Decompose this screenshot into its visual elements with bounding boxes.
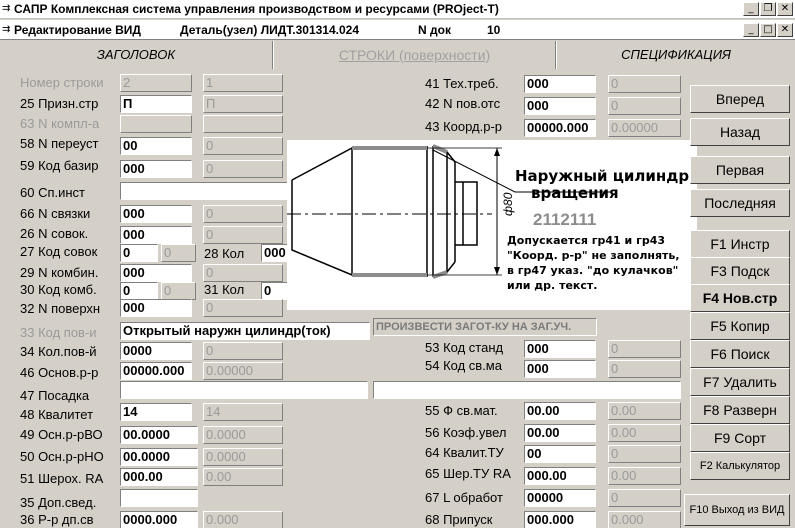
field-56-label: 56 Коэф.увел (425, 425, 507, 440)
f5-copy-button[interactable]: F5 Копир (690, 312, 790, 340)
field-64-label: 64 Квалит.ТУ (425, 445, 504, 460)
field-54-input[interactable]: 000 (524, 360, 596, 378)
field-29-prev: 0 (203, 264, 283, 282)
field-53-input[interactable]: 000 (524, 340, 596, 358)
field-68-prev: 0.000 (608, 511, 681, 528)
document-bar (0, 20, 795, 40)
doc-close-icon[interactable]: ✕ (777, 23, 793, 37)
restore-icon[interactable]: ❐ (760, 2, 776, 16)
field-59-label: 59 Код базир (20, 158, 99, 173)
field-51-input[interactable]: 000.00 (120, 468, 198, 486)
field-33-input[interactable]: Открытый наружн цилиндр(ток) (120, 322, 370, 340)
field-46-input[interactable]: 00000.000 (120, 362, 192, 380)
sketch-title: Наружный цилиндр (515, 167, 690, 185)
note-line: Допускается гр41 и гр43 (507, 234, 666, 247)
sketch-subtitle: вращения (531, 184, 619, 202)
field-35-label: 35 Доп.свед. (20, 495, 97, 510)
field-27-label: 27 Код совок (20, 244, 98, 259)
field-27-input[interactable]: 0 (120, 244, 158, 262)
row-number-field: 2 (120, 74, 192, 92)
close-icon[interactable]: ✕ (777, 2, 793, 16)
field-50-prev: 0.0000 (203, 448, 283, 466)
field-25-label: 25 Призн.стр (20, 96, 99, 111)
field-63-label: 63 N компл-а (20, 116, 100, 131)
field-59-input[interactable]: 000 (120, 160, 192, 178)
field-49-label: 49 Осн.р-рВО (20, 427, 103, 442)
app-icon[interactable]: ⇉ (2, 3, 11, 14)
field-29-input[interactable]: 000 (120, 264, 192, 282)
field-54-label: 54 Код св.ма (425, 358, 502, 373)
mode-label: Редактирование ВИД (14, 23, 141, 37)
tab-specification[interactable]: СПЕЦИФИКАЦИЯ (556, 41, 795, 69)
field-26-input[interactable]: 000 (120, 226, 192, 244)
field-31-input[interactable]: 0 (261, 282, 291, 300)
field-36-prev: 0.000 (203, 511, 283, 528)
field-36-input[interactable]: 0000.000 (120, 511, 198, 528)
field-30-prev: 0 (161, 282, 196, 300)
doc-icon[interactable]: ⇉ (2, 24, 11, 35)
field-26-prev: 0 (203, 226, 283, 244)
tab-bar (0, 41, 795, 69)
f10-exit-button[interactable]: F10 Выход из ВИД (684, 494, 790, 526)
field-43-input[interactable]: 00000.000 (524, 119, 596, 137)
field-55-prev: 0.00 (608, 402, 681, 420)
field-28-label: 28 Кол (204, 246, 245, 261)
field-58-label: 58 N переуст (20, 136, 99, 151)
note-line: в гр47 указ. "до кулачков" (507, 264, 679, 277)
doc-number-value: 10 (487, 23, 501, 37)
field-46-label: 46 Основ.р-р (20, 365, 99, 380)
field-67-prev: 0 (608, 489, 681, 507)
field-64-prev: 0 (608, 445, 681, 463)
field-41-label: 41 Тех.треб. (425, 76, 499, 91)
field-56-prev: 0.00 (608, 424, 681, 442)
field-32-input[interactable]: 000 (120, 299, 192, 317)
forward-button[interactable]: Вперед (690, 85, 790, 113)
field-25-input[interactable]: П (120, 95, 192, 113)
field-53-label: 53 Код станд (425, 340, 504, 355)
field-43-prev: 0.00000 (608, 119, 681, 137)
f7-delete-button[interactable]: F7 Удалить (690, 368, 790, 396)
field-28-input[interactable]: 000 (261, 244, 291, 262)
field-47-label: 47 Посадка (20, 388, 90, 403)
doc-minimize-icon[interactable]: _ (743, 23, 759, 37)
back-button[interactable]: Назад (690, 118, 790, 146)
field-49-input[interactable]: 00.0000 (120, 426, 198, 444)
field-67-input[interactable]: 00000 (524, 489, 596, 507)
field-68-label: 68 Припуск (425, 512, 493, 527)
tab-rows[interactable]: СТРОКИ (поверхности) (273, 41, 556, 69)
title-bar (0, 0, 795, 19)
field-35-input[interactable] (120, 489, 198, 507)
field-66-prev: 0 (203, 205, 283, 223)
field-42-input[interactable]: 000 (524, 97, 596, 115)
detail-label: Деталь(узел) ЛИДТ.301314.024 (180, 23, 360, 37)
field-32-prev: 0 (203, 299, 283, 317)
field-51-label: 51 Шерох. RA (20, 471, 104, 486)
field-33-label: 33 Код пов-и (20, 325, 97, 340)
field-41-prev: 0 (608, 75, 681, 93)
dimension-label: ф80 (501, 192, 515, 216)
field-59-prev: 0 (203, 160, 283, 178)
field-34-label: 34 Кол.пов-й (20, 344, 97, 359)
field-27-prev: 0 (161, 244, 196, 262)
f2-calculator-button[interactable]: F2 Калькулятор (690, 452, 790, 480)
field-26-label: 26 N совок. (20, 226, 89, 241)
field-34-prev: 0 (203, 342, 283, 360)
field-29-label: 29 N комбин. (20, 265, 99, 280)
field-65-input[interactable]: 000.00 (524, 467, 596, 485)
field-63-input (120, 115, 192, 133)
field-41-input[interactable]: 000 (524, 75, 596, 93)
f1-tool-button[interactable]: F1 Инстр (690, 230, 790, 258)
surface-sketch (287, 140, 697, 310)
field-60-input[interactable] (120, 182, 288, 200)
f4-new-row-button[interactable]: F4 Нов.стр (690, 284, 790, 312)
f6-search-button[interactable]: F6 Поиск (690, 340, 790, 368)
last-button[interactable]: Последняя (690, 189, 790, 217)
sketch-code: 2112111 (533, 210, 597, 229)
field-65-label: 65 Шер.ТУ RA (425, 466, 511, 481)
field-66-label: 66 N связки (20, 206, 91, 221)
field-55-input[interactable]: 00.00 (524, 402, 596, 420)
field-25-prev: П (203, 95, 283, 113)
field-48-input[interactable]: 14 (120, 403, 192, 421)
field-48-label: 48 Квалитет (20, 407, 94, 422)
row-number-prev: 1 (203, 74, 283, 92)
field-68-input[interactable]: 000.000 (524, 511, 596, 528)
first-button[interactable]: Первая (690, 156, 790, 184)
field-63-prev (203, 115, 283, 133)
field-43-label: 43 Коорд.р-р (425, 119, 503, 134)
field-54-prev: 0 (608, 360, 681, 378)
field-64-input[interactable]: 00 (524, 445, 596, 463)
field-53-prev: 0 (608, 340, 681, 358)
f3-hint-button[interactable]: F3 Подск (690, 257, 790, 285)
field-51-prev: 0.00 (203, 468, 283, 486)
field-34-input[interactable]: 0000 (120, 342, 192, 360)
minimize-icon[interactable]: _ (743, 2, 759, 16)
field-48-prev: 14 (203, 403, 283, 421)
doc-number-label: N док (418, 23, 451, 37)
field-33-prev: ПРОИЗВЕСТИ ЗАГОТ-КУ НА ЗАГ.УЧ. (373, 318, 597, 336)
app-title: САПР Комплексная система управления производством и ресурсами (PROject-T) (14, 2, 499, 16)
f9-sort-button[interactable]: F9 Сорт (690, 424, 790, 452)
doc-maximize-icon[interactable]: □ (760, 23, 776, 37)
field-60-label: 60 Сп.инст (20, 185, 86, 200)
field-56-input[interactable]: 00.00 (524, 424, 596, 442)
field-36-label: 36 Р-р дп.св (20, 512, 94, 527)
field-55-label: 55 Ф св.мат. (425, 403, 498, 418)
note-line: или др. текст. (507, 279, 598, 292)
field-50-input[interactable]: 00.0000 (120, 448, 198, 466)
field-58-prev: 0 (203, 137, 283, 155)
field-32-label: 32 N поверхн (20, 301, 101, 316)
tab-header[interactable]: ЗАГОЛОВОК (0, 41, 273, 69)
f8-expand-button[interactable]: F8 Разверн (690, 396, 790, 424)
field-47-input[interactable] (120, 381, 368, 399)
field-58-input[interactable]: 00 (120, 137, 192, 155)
sketch-note (507, 233, 680, 293)
field-67-label: 67 L обработ (425, 490, 503, 505)
row-number-label: Номер строки (20, 75, 104, 90)
field-49-prev: 0.0000 (203, 426, 283, 444)
field-47-prev (373, 381, 681, 399)
field-50-label: 50 Осн.р-рНО (20, 449, 104, 464)
field-46-prev: 0.00000 (203, 362, 283, 380)
field-42-prev: 0 (608, 97, 681, 115)
field-42-label: 42 N пов.отс (425, 96, 501, 111)
field-66-input[interactable]: 000 (120, 205, 192, 223)
note-line: "Коорд. р-р" не заполнять, (507, 249, 680, 262)
field-31-label: 31 Кол (204, 282, 245, 297)
field-30-label: 30 Код комб. (20, 282, 97, 297)
field-30-input[interactable]: 0 (120, 282, 158, 300)
field-65-prev: 0.00 (608, 467, 681, 485)
